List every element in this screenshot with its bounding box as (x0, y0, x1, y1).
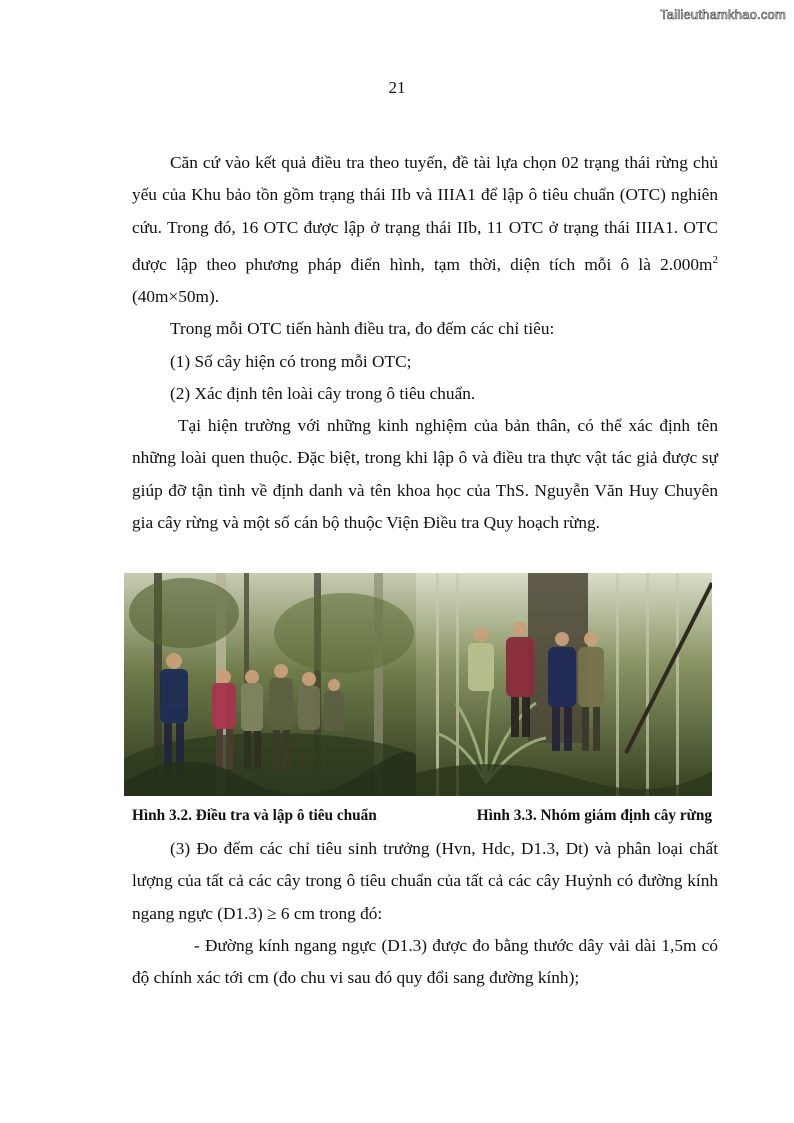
caption-figure-3-3: Hình 3.3. Nhóm giám định cây rừng (476, 807, 712, 824)
paragraph-dbh-method: - Đường kính ngang ngực (D1.3) được đo bằng thước dây vải dài 1,5m có độ chính xác tới cm (đo chu vi sau đó quy đổi sang đường kính); (132, 935, 718, 988)
page-number: 21 (388, 78, 406, 97)
caption-figure-3-2: Hình 3.2. Điều tra và lập ô tiêu chuẩn (132, 807, 377, 824)
figure-photos (124, 573, 712, 796)
paragraph-otc-selection: Căn cứ vào kết quả điều tra theo tuyến, đề tài lựa chọn 02 trạng thái rừng chủ yếu của Khu bảo tồn gồm trạng thái IIb và IIIA1 để lập ô tiêu chuẩn (OTC) nghiên cứu. Trong đó, 16 OTC được lập ở trạng thái IIb, 11 OTC ở trạng thái IIIA1. OTC được lập theo phương pháp điển hình, tạm thời, diện tích mỗi ô là $2.000m^2$ (40m×50m). (132, 153, 718, 306)
paragraph-item-1: (1) Số cây hiện có trong mỗi OTC; (170, 351, 412, 371)
paragraph-item-2: (2) Xác định tên loài cây trong ô tiêu chuẩn. (170, 383, 476, 403)
area-superscript: 2 (712, 253, 718, 266)
photo-plot-survey (124, 573, 416, 796)
photo-identification-team (416, 573, 712, 796)
forest-team-photo-right (416, 573, 712, 796)
figure-captions (132, 807, 718, 829)
forest-team-photo-left (124, 573, 416, 796)
paragraph-field-experience: Tại hiện trường với những kinh nghiệm của bản thân, có thể xác định tên những loài quen thuộc. Đặc biệt, trong khi lập ô và điều tra thực vật tác giả được sự giúp đỡ tận tình về định danh và tên khoa học của ThS. Nguyễn Văn Huy Chuyên gia cây rừng và một số cán bộ thuộc Viện Điều tra Quy hoạch rừng. (132, 416, 718, 533)
paragraph-growth-measurement: (3) Đo đếm các chỉ tiêu sinh trưởng (Hvn, Hdc, D1.3, Dt) và phân loại chất lượng của tất cả các cây trong ô tiêu chuẩn của tất cả các cây Huỷnh có đường kính ngang ngực (D1.3) ≥ 6 cm trong đó: (132, 839, 718, 923)
paragraph-survey-intro: Trong mỗi OTC tiến hành điều tra, đo đếm các chỉ tiêu: (170, 319, 555, 339)
body-text-bottom (132, 833, 718, 994)
watermark: Tailieuthamkhao.com (660, 7, 786, 22)
body-text-top (132, 147, 718, 539)
